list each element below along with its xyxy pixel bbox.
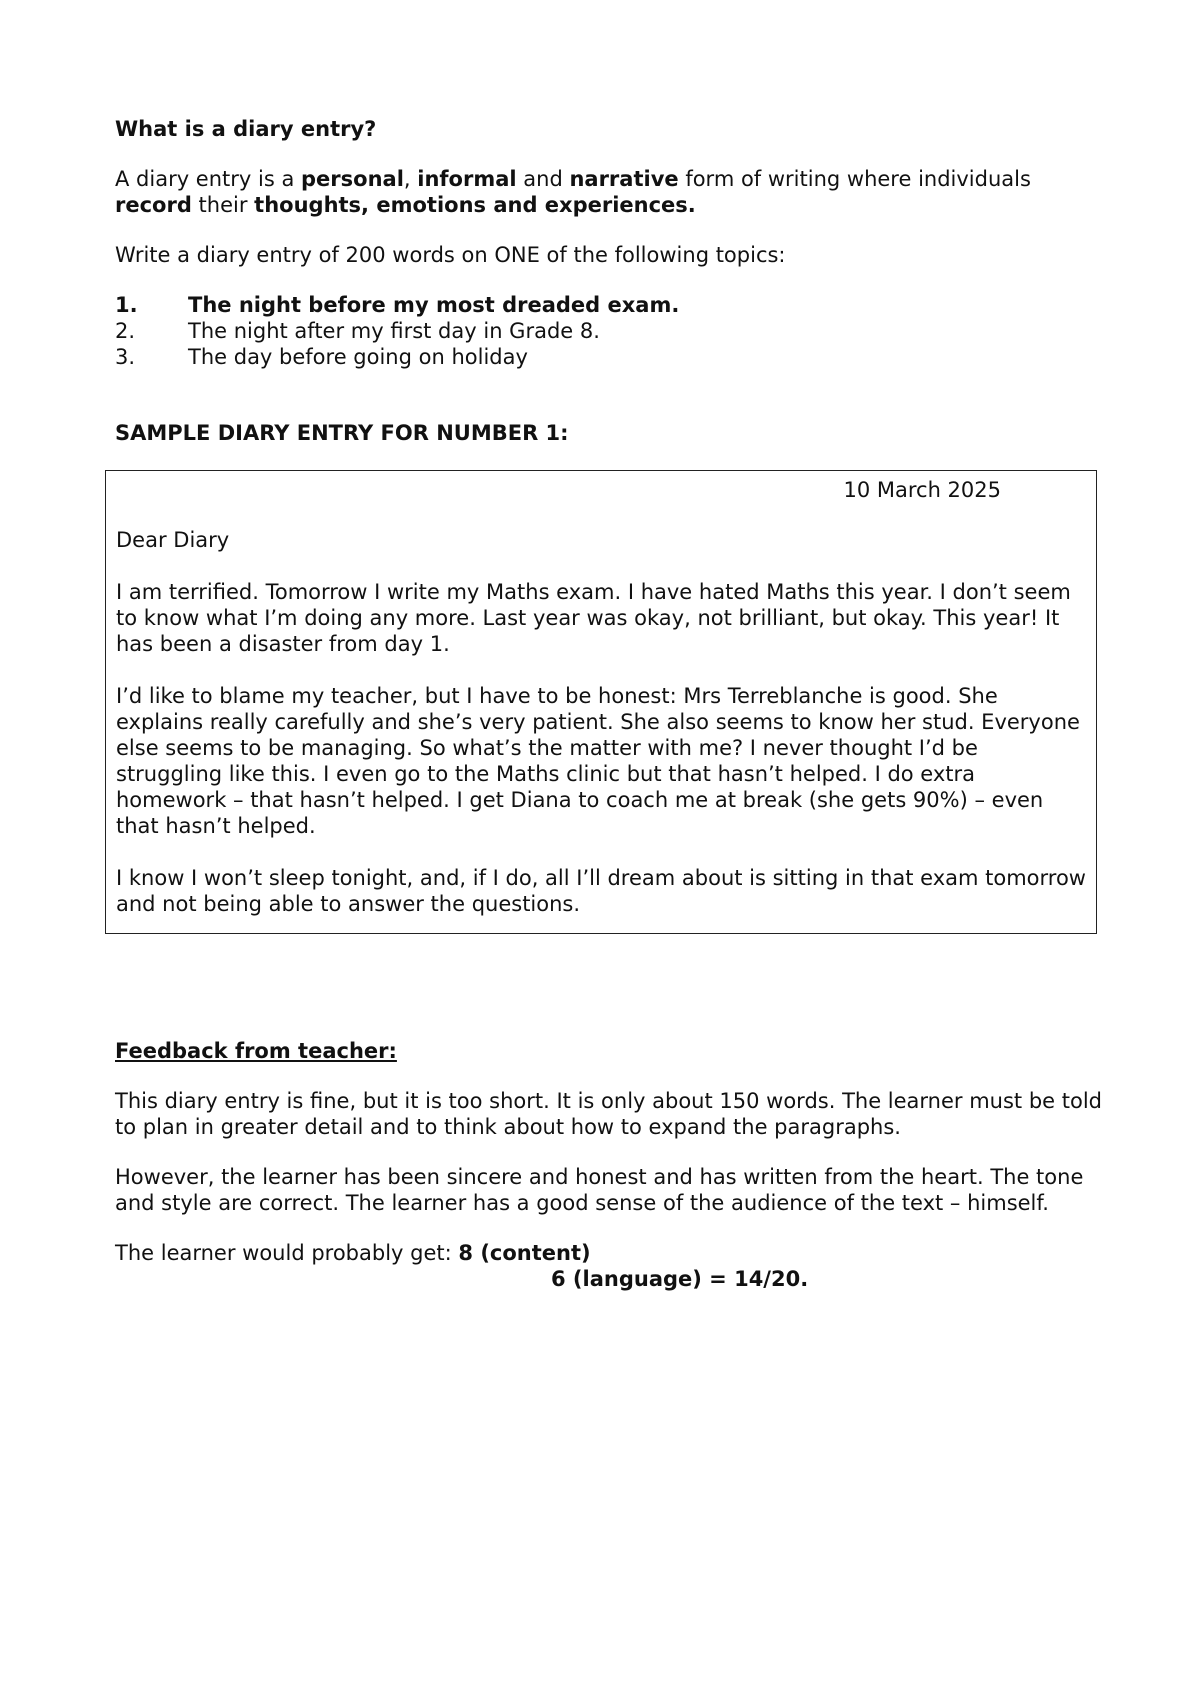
topic-text: The day before going on holiday [188, 345, 528, 369]
feedback-paragraph: However, the learner has been sincere and honest and has written from the heart. The tone and style are correct. The learner has a good sense of the audience of the text – himself. [115, 1165, 1084, 1215]
definition-bold-narrative: narrative [569, 167, 679, 191]
instruction-text: Write a diary entry of 200 words on ONE of the following topics: [115, 243, 786, 267]
feedback-heading: Feedback from teacher: [115, 1039, 397, 1063]
definition-text: , [403, 167, 418, 191]
diary-paragraph: I’d like to blame my teacher, but I have to be honest: Mrs Terreblanche is good. She explains really carefully and she’s very patient. She also seems to know her stud. Everyone else seems to be managing. So what’s the matter with me? I never thought I’d be struggling like this. I even go to the Maths clinic but that hasn’t helped. I do extra homework – that hasn’t helped. I get Diana to coach me at break (she gets 90%) – even that hasn’t helped. [116, 684, 1080, 838]
score-prefix: The learner would probably get: [115, 1241, 459, 1265]
topic-item [115, 318, 1105, 344]
definition-paragraph [115, 166, 1105, 218]
sample-diary-box [105, 470, 1097, 934]
topic-number: 1. [115, 293, 138, 317]
topic-text: The night after my first day in Grade 8. [188, 319, 600, 343]
topic-text: The night before my most dreaded exam. [188, 293, 680, 317]
topic-list [115, 292, 1105, 370]
definition-bold-record: record [115, 193, 192, 217]
diary-greeting: Dear Diary [116, 528, 230, 552]
definition-bold-informal: informal [417, 167, 517, 191]
intro-heading: What is a diary entry? [115, 117, 377, 141]
topic-item [115, 292, 1105, 318]
topic-number: 3. [115, 345, 136, 369]
diary-paragraph: I know I won’t sleep tonight, and, if I do, all I’ll dream about is sitting in that exam tomorrow and not being able to answer the questions. [116, 866, 1086, 916]
topic-number: 2. [115, 319, 136, 343]
sample-heading: SAMPLE DIARY ENTRY FOR NUMBER 1: [115, 421, 569, 445]
score-language: 6 (language) = 14/20. [551, 1267, 809, 1291]
score-content: 8 (content) [458, 1241, 591, 1265]
feedback-paragraph: This diary entry is fine, but it is too short. It is only about 150 words. The learner must be told to plan in greater detail and to think about how to expand the paragraphs. [115, 1089, 1103, 1139]
definition-text: and [516, 167, 570, 191]
document-page [115, 116, 1105, 1292]
definition-bold-personal: personal [301, 167, 404, 191]
definition-text: form of writing where individuals [678, 167, 1031, 191]
topic-item [115, 344, 1105, 370]
definition-text: their [191, 193, 255, 217]
definition-bold-thoughts: thoughts, emotions and experiences. [254, 193, 696, 217]
definition-text: A diary entry is a [115, 167, 302, 191]
diary-date: 10 March 2025 [843, 478, 1001, 502]
diary-paragraph: I am terrified. Tomorrow I write my Maths exam. I have hated Maths this year. I don’t seem to know what I’m doing any more. Last year was okay, not brilliant, but okay. This year! It has been a disaster from day 1. [116, 580, 1071, 656]
score-line [115, 1240, 1105, 1266]
